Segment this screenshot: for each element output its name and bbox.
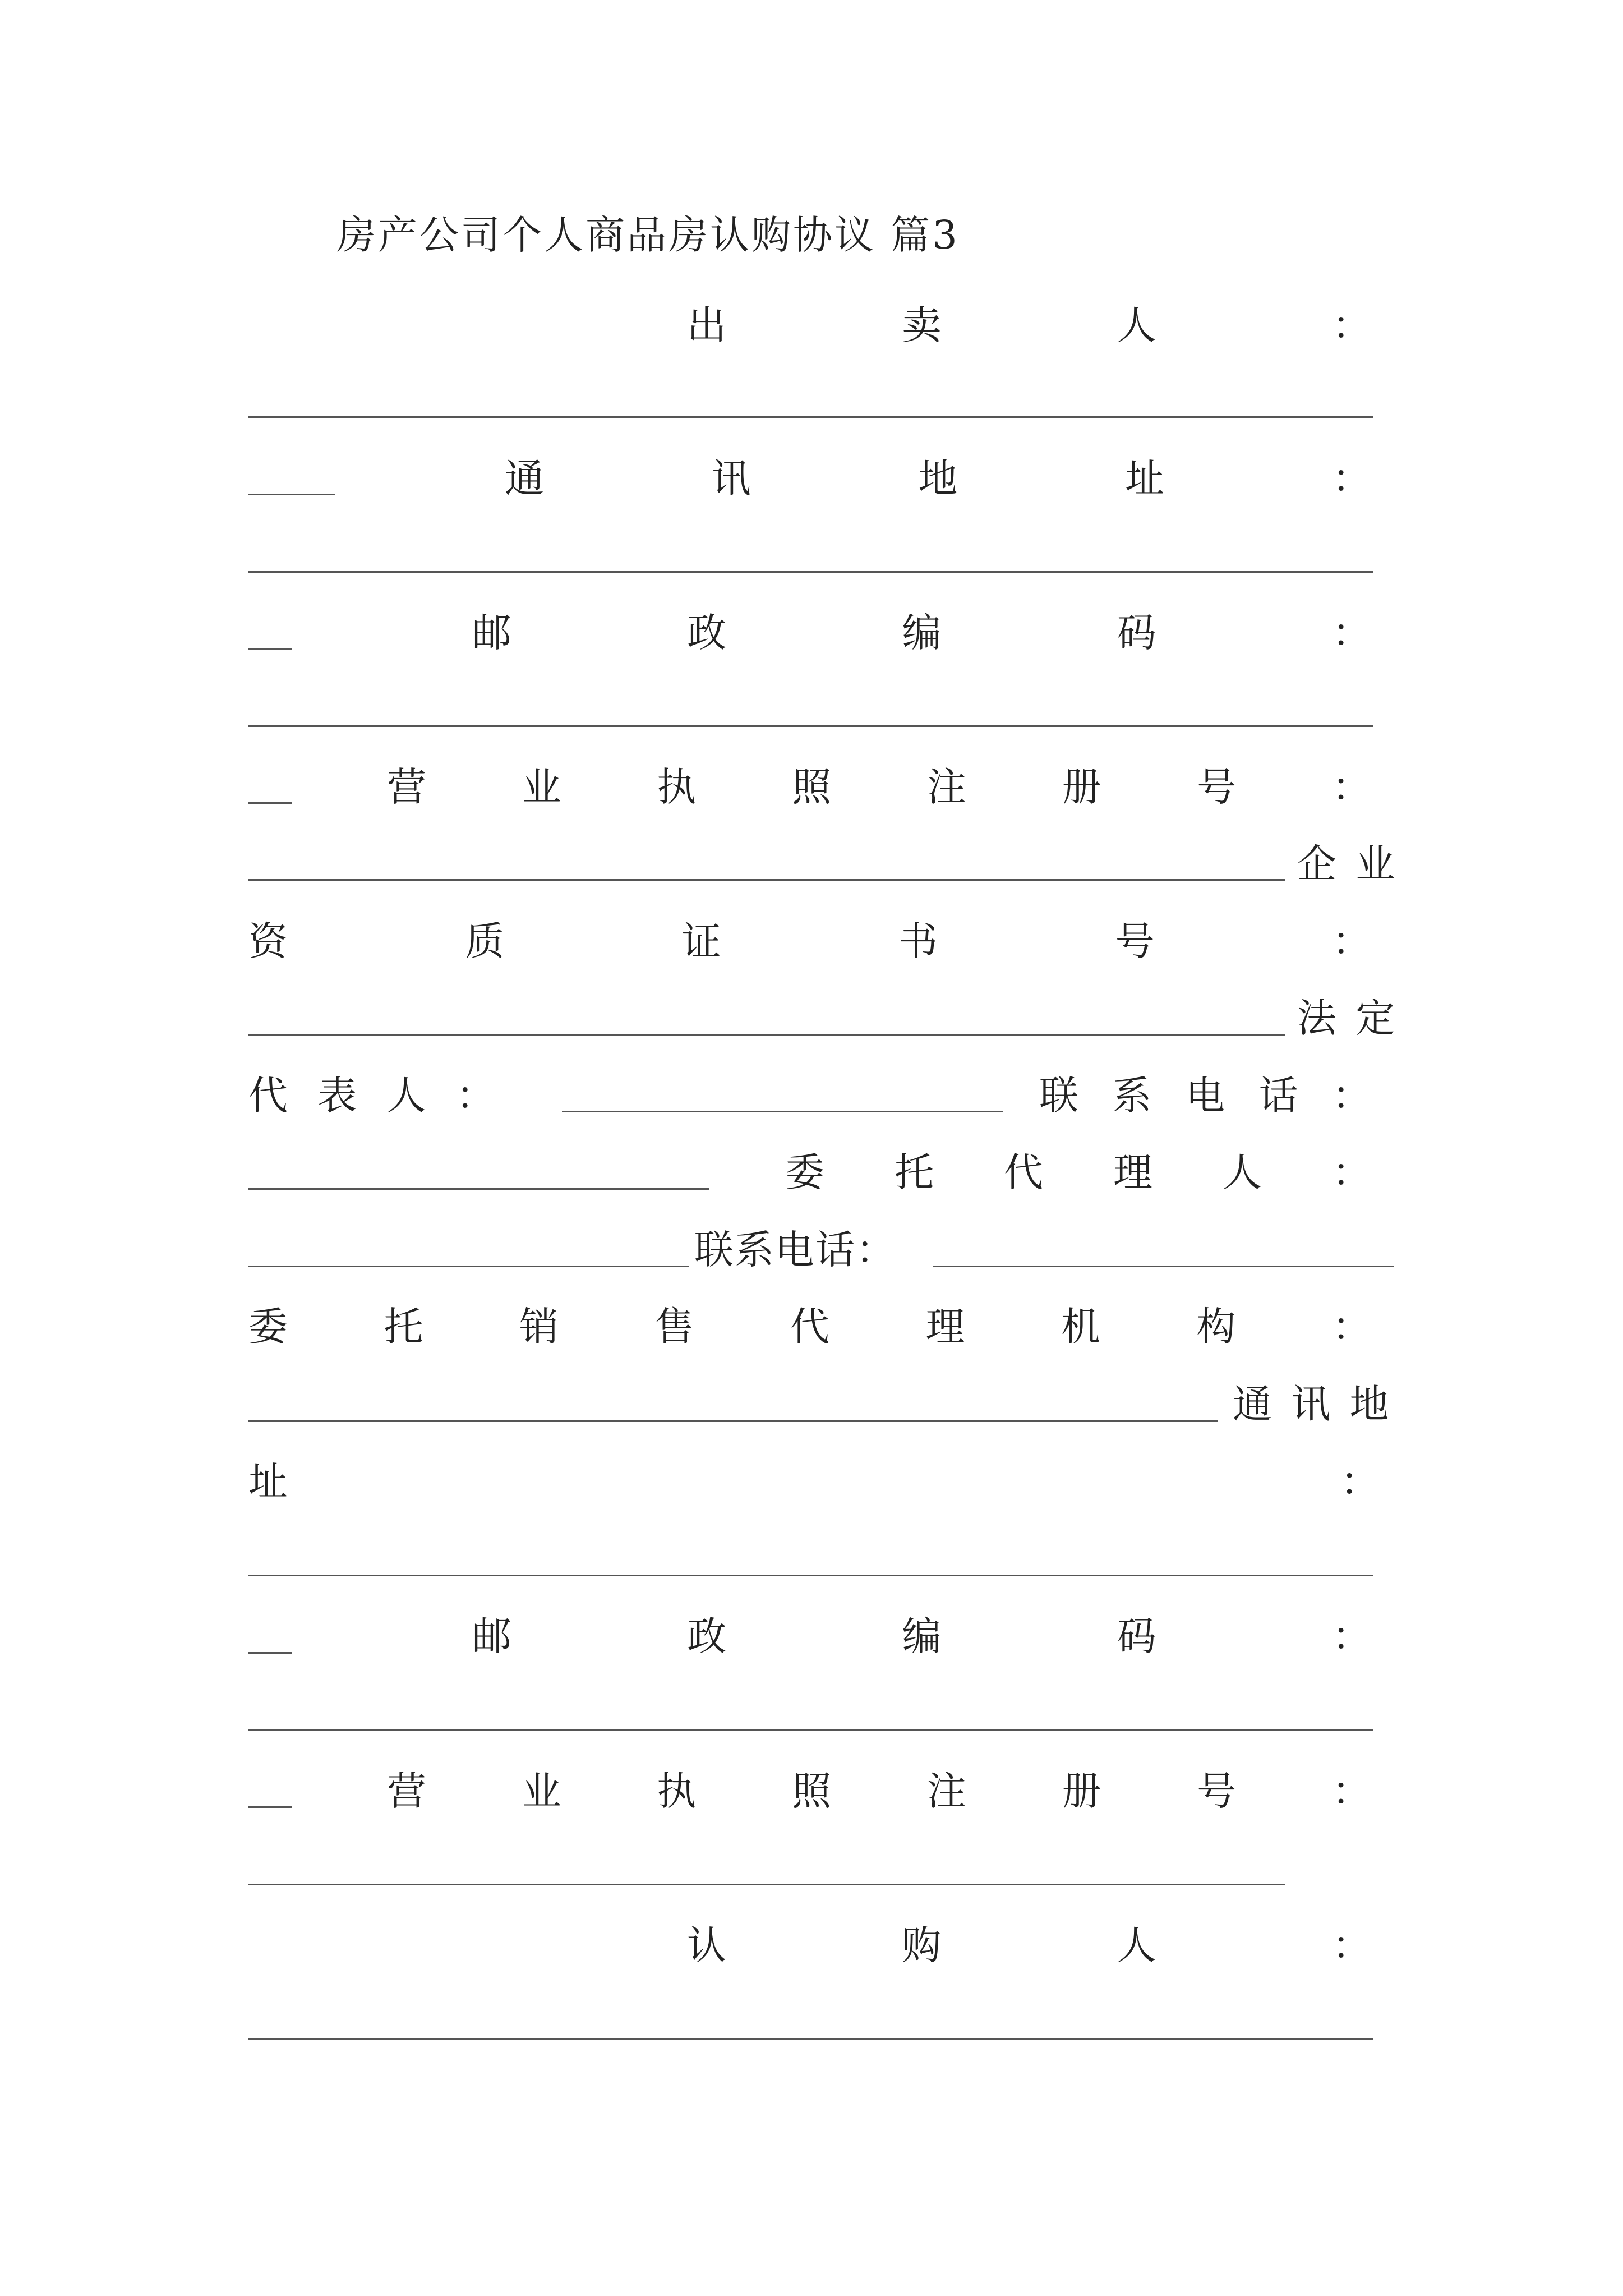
legal-rep-line [562, 1111, 1003, 1112]
agency-postcode-label: 邮 政 编 码 ： [472, 1613, 1371, 1659]
agency-address-line [248, 1575, 1373, 1576]
seller-postcode-label: 邮 政 编 码 ： [472, 610, 1371, 656]
buyer-label: 认 购 人 ： [687, 1922, 1371, 1968]
seller-blank-line [248, 416, 1373, 418]
qualification-line [248, 1034, 1285, 1036]
seller-blank-line-tail [248, 494, 335, 495]
agent-label: 委 托 代 理 人 ： [785, 1149, 1371, 1195]
agency-address-line-tail [248, 1652, 292, 1654]
qualification-label: 资 质 证 书 号 ： [248, 918, 1371, 964]
legal-rep-label: 代 表 人 ： [248, 1073, 495, 1119]
sales-agency-line [248, 1420, 1218, 1422]
seller-phone-line [248, 1188, 709, 1190]
agency-address-colon: ： [1340, 1458, 1383, 1504]
agency-address-label-head: 通 讯 地 [1233, 1381, 1393, 1427]
document-title: 房产公司个人商品房认购协议 篇3 [336, 212, 960, 258]
seller-address-line-tail [248, 648, 292, 650]
agency-postcode-line [248, 1729, 1373, 1731]
agency-license-label: 营 业 执 照 注 册 号 ： [387, 1768, 1371, 1814]
agent-phone-label: 联系电话： [694, 1227, 896, 1273]
sales-agency-label: 委 托 销 售 代 理 机 构 ： [248, 1304, 1371, 1350]
seller-postcode-line-tail [248, 802, 292, 804]
seller-address-line [248, 571, 1373, 573]
seller-postcode-line [248, 725, 1373, 727]
seller-license-label: 营 业 执 照 注 册 号 ： [387, 764, 1371, 810]
agency-address-label-tail: 址 [248, 1458, 291, 1504]
buyer-line [248, 2038, 1373, 2040]
legal-rep-label-head: 法 定 [1297, 995, 1399, 1041]
agency-license-line [248, 1884, 1285, 1885]
seller-license-line [248, 879, 1285, 881]
seller-phone-label: 联 系 电 话 ： [1039, 1073, 1371, 1119]
seller-address-label: 通 讯 地 址 ： [505, 455, 1371, 501]
agency-postcode-line-tail [248, 1806, 292, 1808]
qualification-label-head: 企 业 [1297, 841, 1399, 887]
agent-phone-line [933, 1266, 1394, 1267]
agent-line [248, 1266, 689, 1267]
seller-label: 出 卖 人 ： [687, 302, 1371, 348]
